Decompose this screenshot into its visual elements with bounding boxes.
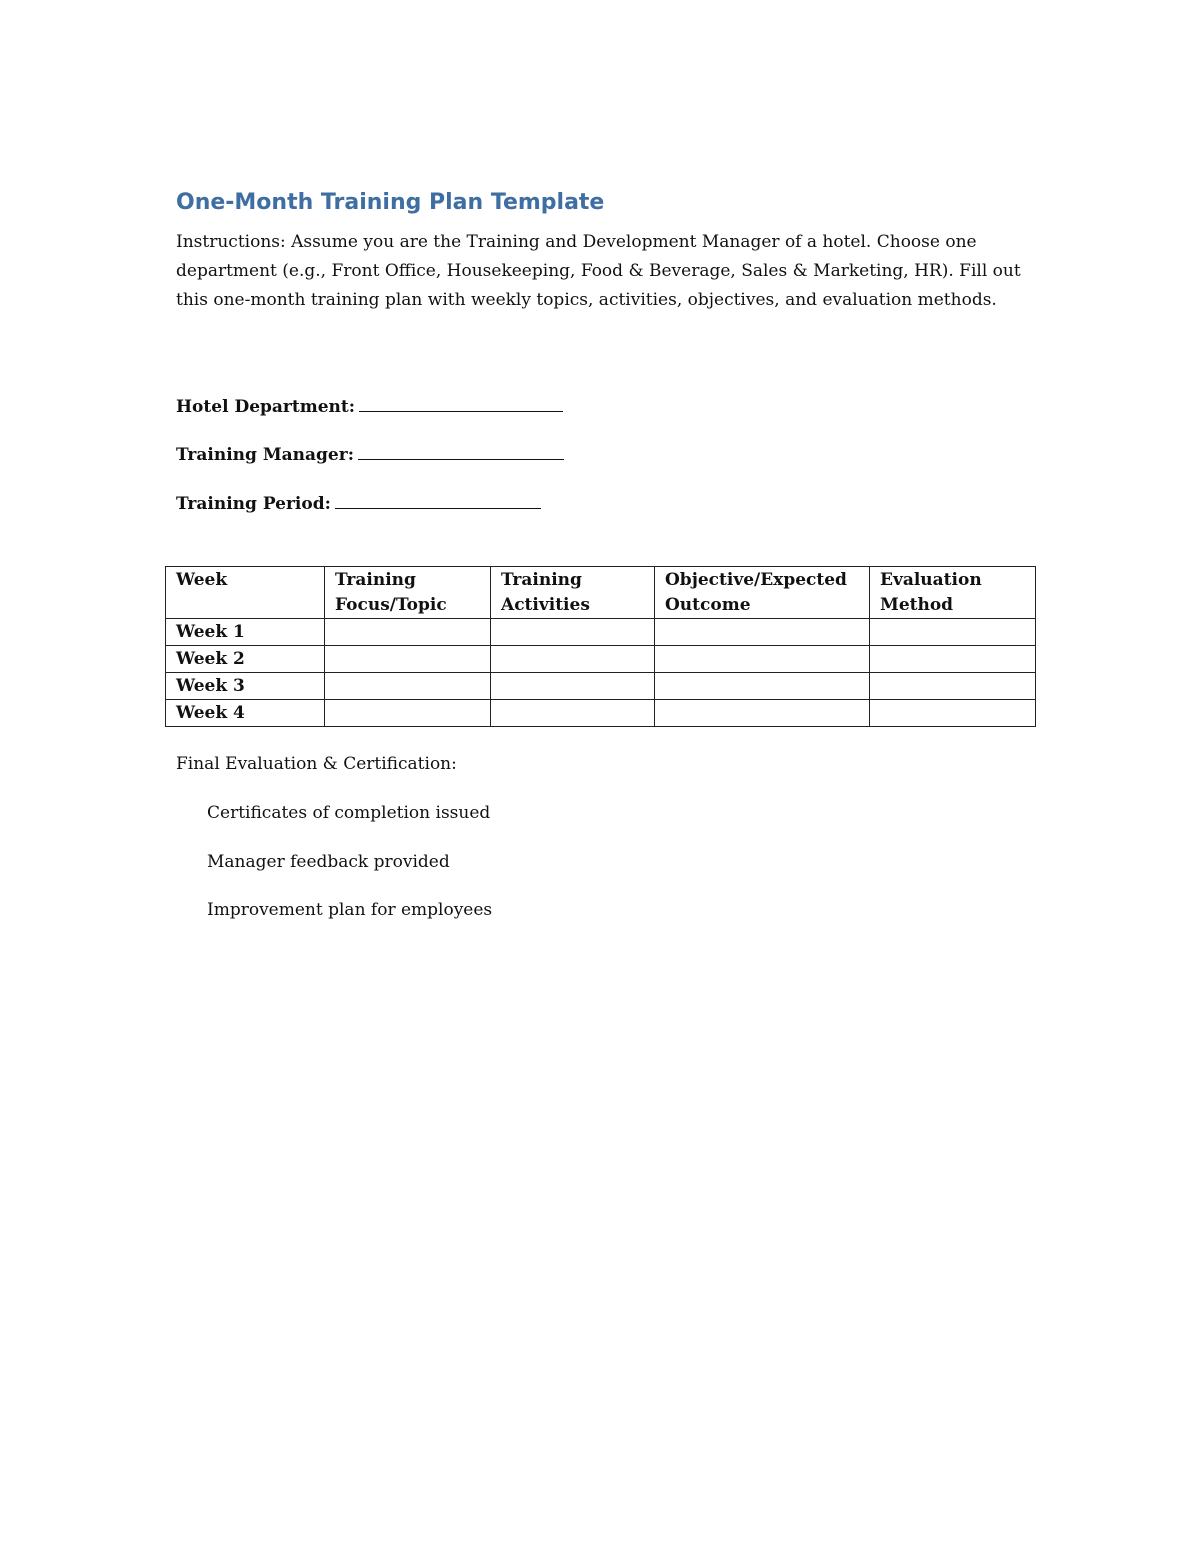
final-item-feedback: Manager feedback provided [207, 852, 450, 872]
header-training-activities: Training Activities [491, 567, 655, 619]
hotel-department-blank[interactable] [359, 394, 563, 412]
week-cell: Week 4 [166, 700, 325, 727]
hotel-department-label: Hotel Department: [176, 397, 356, 417]
table-row [166, 646, 1036, 673]
table-row [166, 619, 1036, 646]
focus-cell[interactable] [325, 673, 491, 700]
header-evaluation-method: Evaluation Method [870, 567, 1036, 619]
training-period-field [176, 491, 541, 514]
training-period-blank[interactable] [335, 491, 541, 509]
week-cell: Week 2 [166, 646, 325, 673]
final-item-certificates: Certificates of completion issued [207, 803, 491, 823]
evaluation-cell[interactable] [870, 646, 1036, 673]
instructions-paragraph: Instructions: Assume you are the Training and Development Manager of a hotel. Choose one department (e.g., Front Office, Housekeeping, Food & Beverage, Sales & Marketing, HR). Fill out this one-month training plan with weekly topics, activities, objectives, and evaluation methods. [176, 232, 1021, 310]
table-row [166, 673, 1036, 700]
week-cell: Week 1 [166, 619, 325, 646]
final-evaluation-heading: Final Evaluation & Certification: [176, 754, 457, 774]
activities-cell[interactable] [491, 619, 655, 646]
objective-cell[interactable] [655, 700, 870, 727]
hotel-department-field [176, 394, 563, 417]
table-row [166, 700, 1036, 727]
training-manager-field [176, 442, 564, 465]
evaluation-cell[interactable] [870, 619, 1036, 646]
evaluation-cell[interactable] [870, 700, 1036, 727]
header-objective: Objective/Expected Outcome [655, 567, 870, 619]
document-title: One-Month Training Plan Template [176, 190, 605, 215]
activities-cell[interactable] [491, 700, 655, 727]
objective-cell[interactable] [655, 646, 870, 673]
header-training-focus: Training Focus/Topic [325, 567, 491, 619]
focus-cell[interactable] [325, 646, 491, 673]
objective-cell[interactable] [655, 619, 870, 646]
week-cell: Week 3 [166, 673, 325, 700]
training-plan-table [165, 566, 1036, 727]
focus-cell[interactable] [325, 700, 491, 727]
final-item-improvement: Improvement plan for employees [207, 900, 493, 920]
training-period-label: Training Period: [176, 494, 331, 514]
activities-cell[interactable] [491, 646, 655, 673]
evaluation-cell[interactable] [870, 673, 1036, 700]
training-manager-label: Training Manager: [176, 445, 354, 465]
activities-cell[interactable] [491, 673, 655, 700]
training-manager-blank[interactable] [358, 442, 564, 460]
objective-cell[interactable] [655, 673, 870, 700]
header-week: Week [166, 567, 325, 619]
focus-cell[interactable] [325, 619, 491, 646]
table-header-row [166, 567, 1036, 619]
